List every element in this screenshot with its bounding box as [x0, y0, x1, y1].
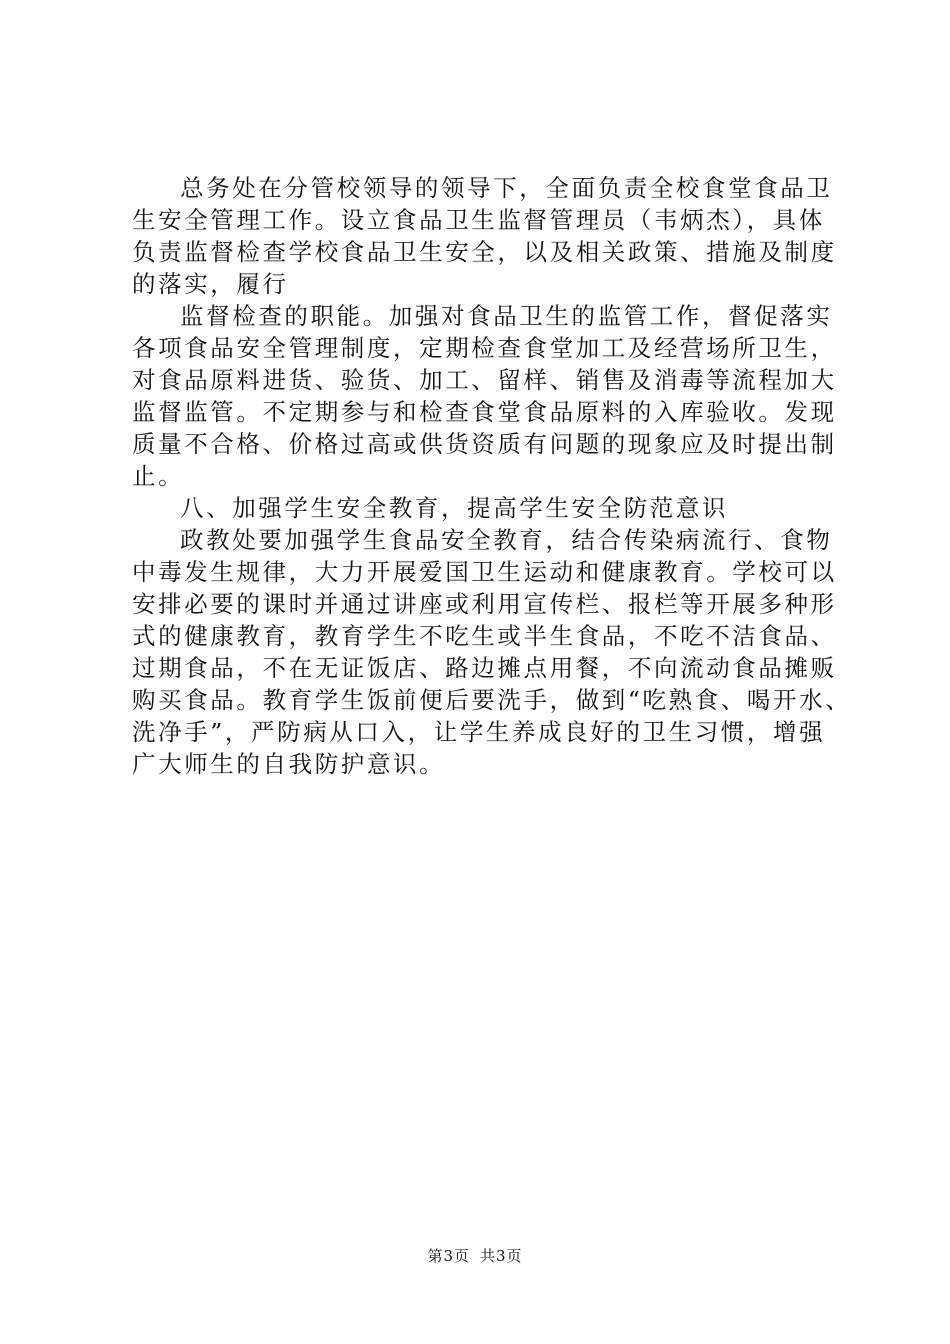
paragraph-line: 式的健康教育，教育学生不吃生或半生食品，不吃不洁食品、: [132, 622, 837, 650]
paragraph-line: 过期食品，不在无证饭店、路边摊点用餐，不向流动食品摊贩: [132, 654, 837, 682]
paragraph-line: 质量不合格、价格过高或供货资质有问题的现象应及时提出制: [132, 430, 837, 458]
paragraph-line: 洗净手”，严防病从口入，让学生养成良好的卫生习惯，增强: [132, 718, 826, 746]
paragraph-line: 监督检查的职能。加强对食品卫生的监管工作，督促落实: [180, 302, 833, 330]
paragraph-line: 政教处要加强学生食品安全教育，结合传染病流行、食物: [180, 526, 833, 554]
document-body: [132, 172, 852, 780]
section-heading: 八、加强学生安全教育，提高学生安全防范意识: [180, 494, 729, 522]
paragraph-line: 总务处在分管校领导的领导下，全面负责全校食堂食品卫: [180, 174, 833, 202]
paragraph-line: 止。: [132, 462, 185, 490]
paragraph-line: 的落实，履行: [132, 270, 289, 298]
paragraph-line: 各项食品安全管理制度，定期检查食堂加工及经营场所卫生，: [132, 334, 837, 362]
paragraph-line: 中毒发生规律，大力开展爱国卫生运动和健康教育。学校可以: [132, 558, 837, 586]
page-number-total: 共3页: [480, 1247, 523, 1265]
paragraph-line: 负责监督检查学校食品卫生安全，以及相关政策、措施及制度: [132, 238, 837, 266]
paragraph-line: 监督监管。不定期参与和检查食堂食品原料的入库验收。发现: [132, 398, 837, 426]
paragraph-line: 购买食品。教育学生饭前便后要洗手，做到“吃熟食、喝开水、: [132, 686, 852, 714]
page-number-current: 第3页: [427, 1247, 470, 1265]
paragraph-line: 广大师生的自我防护意识。: [132, 750, 446, 778]
paragraph-line: 对食品原料进货、验货、加工、留样、销售及消毒等流程加大: [132, 366, 837, 394]
page-footer: [0, 1245, 950, 1266]
paragraph-line: 生安全管理工作。设立食品卫生监督管理员（韦炳杰），具体: [132, 206, 825, 234]
paragraph-line: 安排必要的课时并通过讲座或利用宣传栏、报栏等开展多种形: [132, 590, 837, 618]
